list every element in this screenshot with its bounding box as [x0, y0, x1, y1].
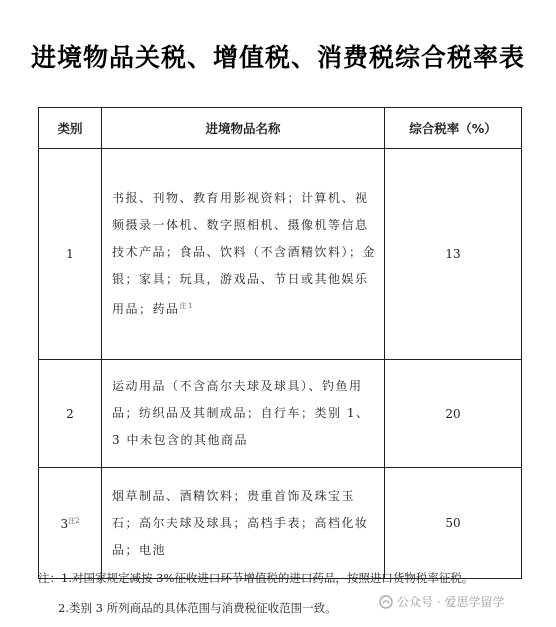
rate-cell: [385, 149, 522, 360]
page-title: 进境物品关税、增值税、消费税综合税率表: [30, 43, 525, 72]
rate-cell: [385, 468, 522, 579]
rate-value: 50: [445, 516, 461, 530]
rate-cell: [385, 360, 522, 468]
category-cell: [39, 149, 102, 360]
watermark: [379, 593, 504, 610]
category-value: 1: [66, 247, 74, 261]
goods-name-cell: [102, 468, 385, 579]
rate-value: 20: [445, 406, 461, 421]
category-value: 3: [60, 516, 69, 531]
goods-name-text: 书报、刊物、教育用影视资料；计算机、视频摄录一体机、数字照相机、摄像机等信息技术产品；食品、饮料（不含酒精饮料）；金银；家具；玩具，游戏品、节日或其他娱乐用品；药品: [112, 191, 377, 316]
category-value: 2: [66, 406, 74, 421]
header-category: 类别: [39, 108, 102, 149]
footnote-1: 注：1.对国家规定减按 3%征收进口环节增值税的进口药品，按照进口货物税率征税。: [38, 571, 474, 585]
table-row: [39, 149, 522, 360]
table-row: [39, 360, 522, 468]
category-cell: [39, 468, 102, 579]
footnote-marker: 注1: [179, 302, 194, 310]
table-header-row: [39, 108, 522, 149]
rate-value: 13: [445, 247, 461, 261]
goods-name-text: 运动用品（不含高尔夫球及球具）、钓鱼用品；纺织品及其制成品；自行车；类别 1、3 中未包含的其他商品: [112, 379, 370, 447]
footnote-2: 2.类别 3 所列商品的具体范围与消费税征收范围一致。: [58, 601, 337, 615]
header-goods-name: 进境物品名称: [102, 108, 385, 149]
goods-name-text: 烟草制品、酒精饮料；贵重首饰及珠宝玉石；高尔夫球及球具；高档手表；高档化妆品；电池: [112, 488, 369, 557]
goods-name-cell: [102, 360, 385, 468]
header-rate: 综合税率（%）: [385, 108, 522, 149]
goods-name-cell: [102, 149, 385, 360]
category-cell: [39, 360, 102, 468]
tax-rate-table: [38, 107, 522, 579]
watermark-text: 公众号 · 爱思学留学: [397, 595, 505, 609]
table-row: [39, 468, 522, 579]
wechat-official-account-icon: [379, 595, 393, 609]
footnote-marker: 注2: [68, 516, 80, 525]
